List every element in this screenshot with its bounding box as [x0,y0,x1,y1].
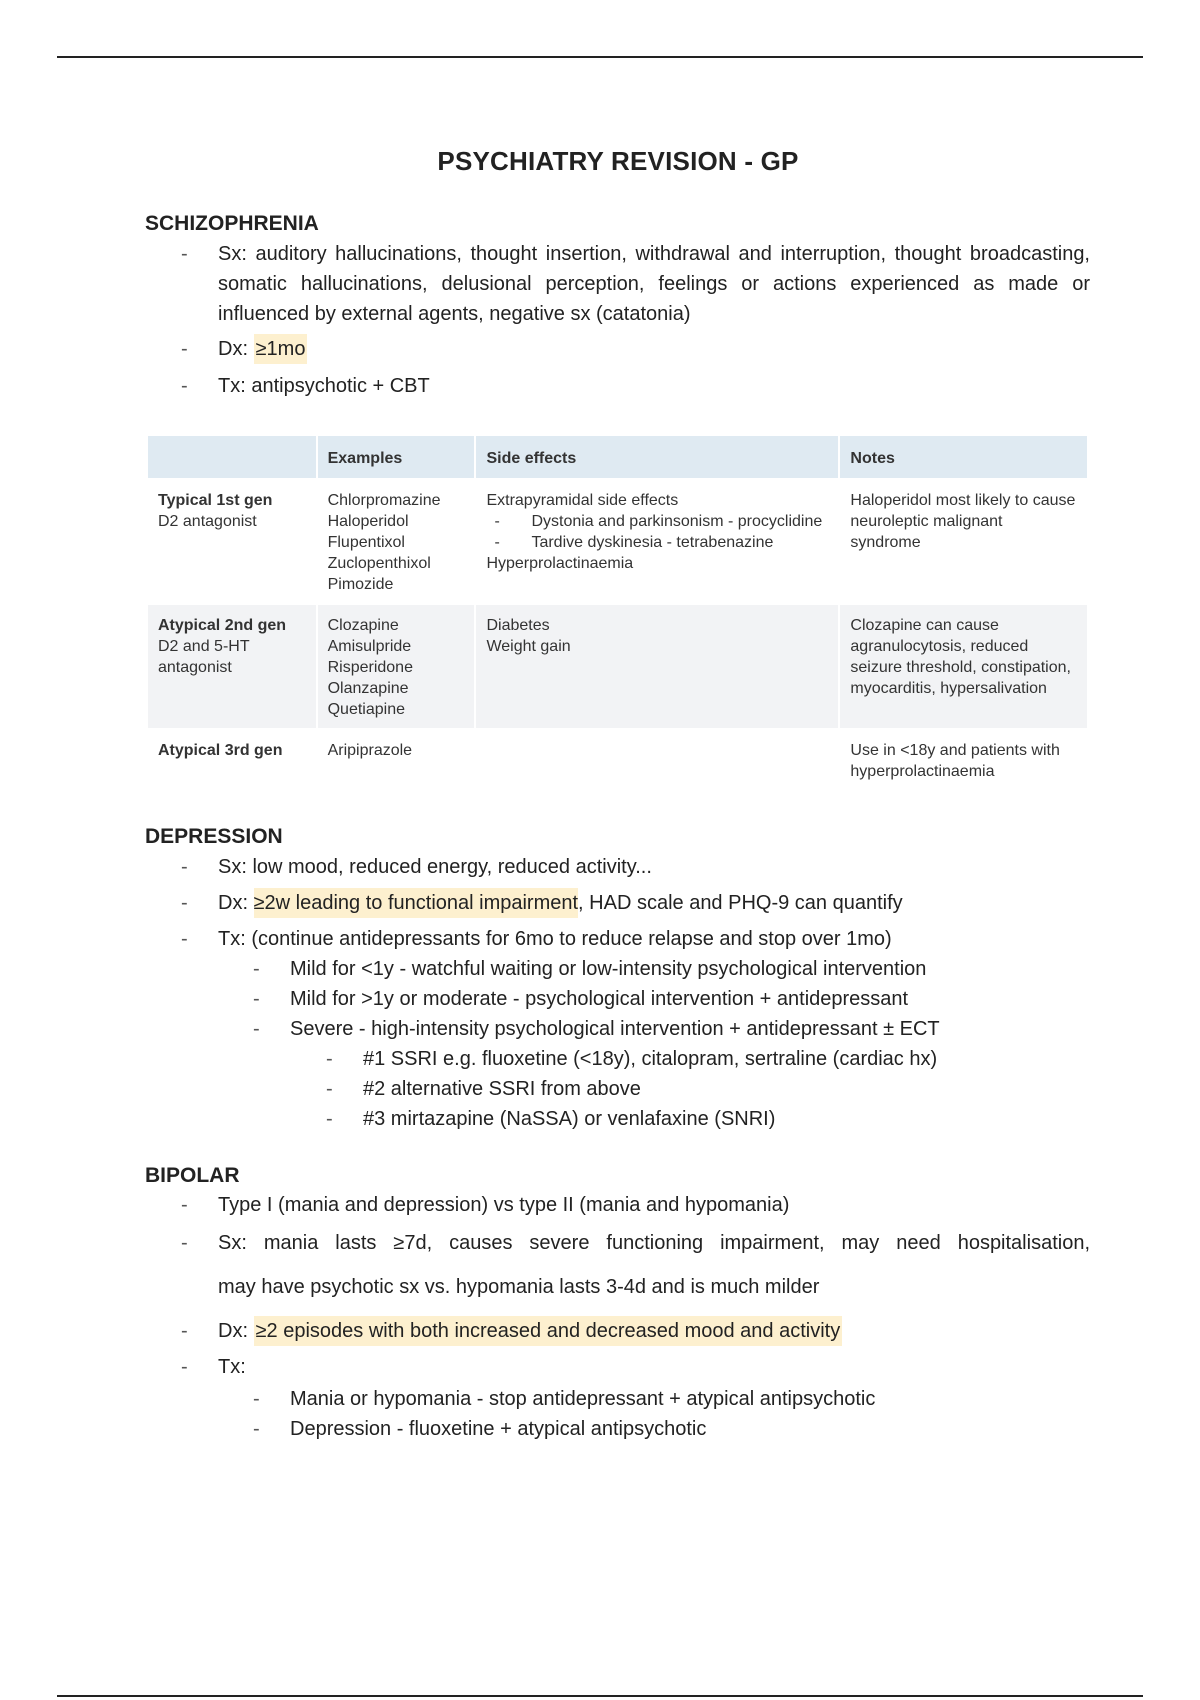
depression-dx [145,888,1090,918]
schizophrenia-sx [145,239,1090,329]
bipolar-dx [145,1316,1090,1346]
depression-severe-item-text: #3 mirtazapine (NaSSA) or venlafaxine (SNRI) [363,1108,776,1130]
depression-severe-item [145,1044,1090,1074]
depression-sx-text: Sx: low mood, reduced energy, reduced activity... [218,856,652,878]
notes-cell [839,729,1088,791]
schizophrenia-bullets [145,239,1090,401]
bipolar-bullets [145,1190,1090,1444]
depression-severe-item-text: #1 SSRI e.g. fluoxetine (<18y), citalopram, sertraline (cardiac hx) [363,1048,938,1070]
depression-severe-item-text: #2 alternative SSRI from above [363,1078,641,1100]
page-title: PSYCHIATRY REVISION - GP [437,146,799,176]
schizophrenia-sx-text: Sx: auditory hallucinations, thought insertion, withdrawal and interruption, thought broadcasting, somatic hallucinations, delusional perception, feelings or actions experienced as made or influenced by external agents, negative sx (catatonia) [218,243,1090,325]
side-effects-cell [475,479,839,604]
depression-dx-suffix: , HAD scale and PHQ-9 can quantify [578,892,903,914]
schizophrenia-dx-highlight: ≥1mo [254,334,308,364]
example-item: Risperidone [327,659,413,676]
class-cell [147,604,317,729]
table-header-row [147,435,1088,479]
bullet-dash: - [181,892,188,914]
example-item: Quetiapine [327,701,405,718]
bullet-dash: - [326,1108,333,1130]
bullet-dash: - [253,988,260,1010]
class-desc: D2 and 5-HT antagonist [158,638,250,676]
class-name: Atypical 3rd gen [158,742,283,759]
notes-text: Use in <18y and patients with hyperprolactinaemia [850,742,1060,780]
bullet-dash: - [181,1194,188,1216]
bipolar-dx-highlight: ≥2 episodes with both increased and decreased mood and activity [254,1316,843,1346]
schizophrenia-tx-text: Tx: antipsychotic + CBT [218,375,430,397]
depression-tx-item-text: Mild for >1y or moderate - psychological intervention + antidepressant [290,988,909,1010]
bullet-dash: - [494,534,500,551]
side-effect-item: Hyperprolactinaemia [486,555,634,572]
depression-dx-highlight: ≥2w leading to functional impairment [254,888,578,918]
depression-tx-text: Tx: (continue antidepressants for 6mo to reduce relapse and stop over 1mo) [218,928,892,950]
bipolar-tx-item-text: Mania or hypomania - stop antidepressant + atypical antipsychotic [290,1388,876,1410]
table-header-class [147,435,317,479]
schizophrenia-tx [145,371,1090,401]
depression-tx-item-text: Mild for <1y - watchful waiting or low-intensity psychological intervention [290,958,927,980]
side-effect-item: Weight gain [486,638,571,655]
bullet-dash: - [181,243,188,265]
table-row [147,604,1088,729]
depression-sx [145,852,1090,882]
table-row [147,729,1088,791]
schizophrenia-dx-prefix: Dx: [218,338,254,360]
example-item: Amisulpride [327,638,412,655]
notes-text: Haloperidol most likely to cause neuroleptic malignant syndrome [850,492,1076,551]
bullet-dash: - [181,338,188,360]
bullet-dash: - [181,1356,188,1378]
side-effect-item: Extrapyramidal side effects [486,492,679,509]
bipolar-tx-text: Tx: [218,1356,246,1378]
bullet-dash: - [181,856,188,878]
bottom-rule [57,1695,1143,1697]
bipolar-sx-text: Sx: mania lasts ≥7d, causes severe functioning impairment, may need hospitalisation, [218,1232,1090,1254]
bipolar-tx-item [145,1414,1090,1444]
bullet-dash: - [181,1232,188,1254]
schizophrenia-heading: SCHIZOPHRENIA [145,212,319,235]
depression-severe-item [145,1074,1090,1104]
table-header-notes: Notes [839,435,1088,479]
depression-severe-item [145,1104,1090,1134]
top-rule [57,56,1143,58]
bullet-dash: - [253,958,260,980]
notes-cell [839,479,1088,604]
depression-tx-item [145,1014,1090,1044]
bipolar-types [145,1190,1090,1220]
examples-cell [317,729,476,791]
bipolar-sx [145,1228,1090,1258]
examples-cell [317,604,476,729]
example-item: Clozapine [327,617,399,634]
notes-text: Clozapine can cause agranulocytosis, reduced seizure threshold, constipation, myocarditis, hypersalivation [850,617,1071,697]
bullet-dash: - [253,1388,260,1410]
example-item: Zuclopenthixol [327,555,431,572]
bipolar-tx-item [145,1384,1090,1414]
bullet-dash: - [253,1018,260,1040]
class-name: Atypical 2nd gen [158,617,287,634]
side-effects-cell [475,604,839,729]
table-header-examples: Examples [317,435,476,479]
depression-dx-prefix: Dx: [218,892,254,914]
table-row [147,479,1088,604]
class-name: Typical 1st gen [158,492,273,509]
bipolar-heading: BIPOLAR [145,1164,240,1187]
depression-heading: DEPRESSION [145,825,283,848]
depression-tx-item-text: Severe - high-intensity psychological intervention + antidepressant ± ECT [290,1018,940,1040]
bullet-dash: - [494,513,500,530]
bullet-dash: - [181,928,188,950]
example-item: Olanzapine [327,680,409,697]
example-item: Haloperidol [327,513,409,530]
examples-cell [317,479,476,604]
table-header-side-effects: Side effects [475,435,839,479]
bullet-dash: - [253,1418,260,1440]
notes-cell [839,604,1088,729]
side-effect-subitem-text: Dystonia and parkinsonism - procyclidine [531,513,823,530]
class-desc: D2 antagonist [158,513,257,530]
bullet-dash: - [326,1078,333,1100]
depression-tx-item [145,954,1090,984]
example-item: Pimozide [327,576,394,593]
example-item: Flupentixol [327,534,405,551]
schizophrenia-dx [145,334,1090,364]
example-item: Chlorpromazine [327,492,441,509]
depression-bullets [145,852,1090,1134]
bipolar-tx-item-text: Depression - fluoxetine + atypical antipsychotic [290,1418,707,1440]
side-effect-subitem-text: Tardive dyskinesia - tetrabenazine [531,534,774,551]
bipolar-sx-cont [145,1272,1090,1302]
side-effect-subitem [486,511,828,532]
depression-tx [145,924,1090,954]
bullet-dash: - [181,375,188,397]
antipsychotics-table [146,434,1089,792]
bipolar-sx-cont-text: may have psychotic sx vs. hypomania lasts 3-4d and is much milder [218,1276,820,1298]
bipolar-types-text: Type I (mania and depression) vs type II (mania and hypomania) [218,1194,790,1216]
depression-tx-item [145,984,1090,1014]
bullet-dash: - [326,1048,333,1070]
bullet-dash: - [181,1320,188,1342]
bipolar-dx-prefix: Dx: [218,1320,254,1342]
class-cell [147,479,317,604]
class-cell [147,729,317,791]
side-effects-cell [475,729,839,791]
bipolar-tx [145,1352,1090,1382]
example-item: Aripiprazole [327,742,413,759]
side-effect-subitem [486,532,828,553]
side-effect-item: Diabetes [486,617,550,634]
